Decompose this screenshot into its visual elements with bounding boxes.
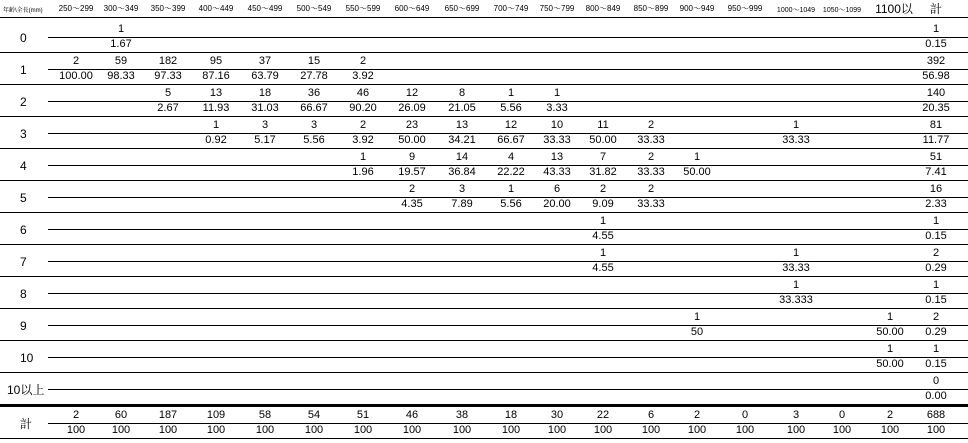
count-cell: 109 — [206, 409, 226, 421]
count-cell: 1 — [507, 183, 515, 195]
row-label: 4 — [20, 159, 27, 173]
row-mid-rule — [48, 293, 968, 294]
header-cell: 400～449 — [198, 4, 234, 13]
percent-cell: 0.29 — [925, 262, 947, 274]
count-cell: 1 — [792, 119, 800, 131]
row-rule — [0, 148, 968, 149]
header-cell: 500～549 — [296, 4, 332, 13]
count-cell: 51 — [929, 151, 943, 163]
percent-cell: 9.09 — [592, 198, 614, 210]
count-cell: 2 — [932, 311, 940, 323]
count-cell: 16 — [929, 183, 943, 195]
header-cell: 950～999 — [727, 4, 763, 13]
row-label: 10以上 — [7, 383, 45, 397]
percent-cell: 5.56 — [303, 134, 325, 146]
count-cell: 1 — [693, 151, 701, 163]
count-cell: 1 — [599, 215, 607, 227]
count-cell: 1 — [886, 343, 894, 355]
count-cell: 95 — [209, 55, 223, 67]
row-mid-rule — [48, 37, 968, 38]
percent-cell: 0.00 — [925, 390, 947, 402]
row-mid-rule — [48, 357, 968, 358]
row-label: 5 — [20, 191, 27, 205]
percent-cell: 100 — [255, 424, 275, 436]
total-separator — [0, 405, 968, 407]
percent-cell: 90.20 — [349, 102, 377, 114]
count-cell: 0 — [741, 409, 749, 421]
count-cell: 1 — [792, 279, 800, 291]
percent-cell: 100 — [786, 424, 806, 436]
count-cell: 3 — [458, 183, 466, 195]
count-cell: 1 — [117, 23, 125, 35]
percent-cell: 100 — [501, 424, 521, 436]
row-rule — [0, 244, 968, 245]
header-cell: 800～849 — [585, 4, 621, 13]
row-mid-rule — [48, 261, 968, 262]
row-mid-rule — [48, 389, 968, 390]
percent-cell: 7.89 — [451, 198, 473, 210]
percent-cell: 50.00 — [589, 134, 617, 146]
count-cell: 1 — [599, 247, 607, 259]
percent-cell: 0.15 — [925, 38, 947, 50]
percent-cell: 33.33 — [543, 134, 571, 146]
count-cell: 9 — [408, 151, 416, 163]
header-cell: 300～349 — [103, 4, 139, 13]
count-cell: 2 — [359, 55, 367, 67]
percent-cell: 34.21 — [448, 134, 476, 146]
row-rule — [0, 84, 968, 85]
header-cell: 750～799 — [539, 4, 575, 13]
header-cell: 350～399 — [150, 4, 186, 13]
header-cell: 650～699 — [444, 4, 480, 13]
header-cell: 1100以 — [875, 2, 913, 16]
row-mid-rule — [48, 165, 968, 166]
count-cell: 54 — [307, 409, 321, 421]
count-cell: 13 — [209, 87, 223, 99]
count-cell: 2 — [72, 409, 80, 421]
count-cell: 2 — [647, 119, 655, 131]
percent-cell: 100 — [547, 424, 567, 436]
percent-cell: 100 — [687, 424, 707, 436]
percent-cell: 4.35 — [401, 198, 423, 210]
count-cell: 3 — [261, 119, 269, 131]
percent-cell: 66.67 — [497, 134, 525, 146]
count-cell: 46 — [356, 87, 370, 99]
row-rule — [0, 438, 968, 439]
header-cell: 600～649 — [394, 4, 430, 13]
percent-cell: 33.33 — [782, 262, 810, 274]
count-cell: 8 — [458, 87, 466, 99]
count-cell: 58 — [258, 409, 272, 421]
percent-cell: 31.03 — [251, 102, 279, 114]
header-rule — [0, 17, 968, 18]
row-rule — [0, 372, 968, 373]
percent-cell: 31.82 — [589, 166, 617, 178]
row-rule — [0, 212, 968, 213]
percent-cell: 22.22 — [497, 166, 525, 178]
header-cell: 900～949 — [679, 4, 715, 13]
count-cell: 7 — [599, 151, 607, 163]
row-rule — [0, 116, 968, 117]
percent-cell: 3.92 — [352, 70, 374, 82]
percent-cell: 56.98 — [922, 70, 950, 82]
header-cell: 450～499 — [247, 4, 283, 13]
row-mid-rule — [48, 133, 968, 134]
row-rule — [0, 180, 968, 181]
percent-cell: 33.33 — [637, 198, 665, 210]
count-cell: 23 — [405, 119, 419, 131]
count-cell: 2 — [647, 183, 655, 195]
percent-cell: 33.333 — [779, 294, 813, 306]
percent-cell: 19.57 — [398, 166, 426, 178]
count-cell: 688 — [926, 409, 946, 421]
row-label: 0 — [20, 31, 27, 45]
header-cell: 550～599 — [345, 4, 381, 13]
count-cell: 37 — [258, 55, 272, 67]
percent-cell: 87.16 — [202, 70, 230, 82]
percent-cell: 98.33 — [107, 70, 135, 82]
count-cell: 22 — [596, 409, 610, 421]
percent-cell: 100 — [641, 424, 661, 436]
row-mid-rule — [48, 423, 968, 424]
percent-cell: 0.15 — [925, 294, 947, 306]
count-cell: 60 — [114, 409, 128, 421]
count-cell: 187 — [158, 409, 178, 421]
count-cell: 15 — [307, 55, 321, 67]
percent-cell: 100 — [353, 424, 373, 436]
row-rule — [0, 276, 968, 277]
percent-cell: 4.55 — [592, 230, 614, 242]
count-cell: 38 — [455, 409, 469, 421]
percent-cell: 97.33 — [154, 70, 182, 82]
count-cell: 12 — [504, 119, 518, 131]
count-cell: 18 — [258, 87, 272, 99]
percent-cell: 50.00 — [398, 134, 426, 146]
header-cell: 250～299 — [58, 4, 94, 13]
percent-cell: 1.96 — [352, 166, 374, 178]
percent-cell: 0.15 — [925, 358, 947, 370]
percent-cell: 100 — [66, 424, 86, 436]
percent-cell: 100 — [158, 424, 178, 436]
row-mid-rule — [48, 325, 968, 326]
percent-cell: 100 — [832, 424, 852, 436]
percent-cell: 100 — [880, 424, 900, 436]
row-label: 6 — [20, 223, 27, 237]
count-cell: 5 — [164, 87, 172, 99]
count-cell: 10 — [550, 119, 564, 131]
count-cell: 1 — [932, 23, 940, 35]
percent-cell: 50.00 — [876, 358, 904, 370]
percent-cell: 0.15 — [925, 230, 947, 242]
percent-cell: 2.33 — [925, 198, 947, 210]
header-cell: 700～749 — [493, 4, 529, 13]
count-cell: 30 — [550, 409, 564, 421]
count-cell: 1 — [212, 119, 220, 131]
count-cell: 2 — [72, 55, 80, 67]
count-cell: 1 — [932, 215, 940, 227]
count-cell: 2 — [599, 183, 607, 195]
count-cell: 13 — [550, 151, 564, 163]
count-cell: 1 — [792, 247, 800, 259]
percent-cell: 100 — [111, 424, 131, 436]
count-cell: 3 — [792, 409, 800, 421]
percent-cell: 2.67 — [157, 102, 179, 114]
count-cell: 140 — [926, 87, 946, 99]
count-cell: 6 — [553, 183, 561, 195]
percent-cell: 66.67 — [300, 102, 328, 114]
percent-cell: 50.00 — [683, 166, 711, 178]
percent-cell: 100 — [926, 424, 946, 436]
count-cell: 2 — [886, 409, 894, 421]
row-rule — [0, 52, 968, 53]
row-mid-rule — [48, 101, 968, 102]
row-label: 2 — [20, 95, 27, 109]
percent-cell: 1.67 — [110, 38, 132, 50]
count-cell: 2 — [359, 119, 367, 131]
row-label: 8 — [20, 287, 27, 301]
percent-cell: 5.17 — [254, 134, 276, 146]
count-cell: 1 — [693, 311, 701, 323]
percent-cell: 33.33 — [637, 134, 665, 146]
count-cell: 4 — [507, 151, 515, 163]
count-cell: 12 — [405, 87, 419, 99]
count-cell: 51 — [356, 409, 370, 421]
count-cell: 182 — [158, 55, 178, 67]
percent-cell: 3.92 — [352, 134, 374, 146]
row-mid-rule — [48, 229, 968, 230]
corner-label: 年齢\全長(mm) — [3, 8, 43, 14]
percent-cell: 3.33 — [546, 102, 568, 114]
count-cell: 13 — [455, 119, 469, 131]
percent-cell: 50.00 — [876, 326, 904, 338]
header-cell: 1000～1049 — [776, 7, 816, 14]
percent-cell: 33.33 — [637, 166, 665, 178]
percent-cell: 26.09 — [398, 102, 426, 114]
percent-cell: 11.77 — [922, 134, 950, 146]
percent-cell: 21.05 — [448, 102, 476, 114]
row-label: 3 — [20, 127, 27, 141]
row-label: 1 — [20, 63, 27, 77]
count-cell: 18 — [504, 409, 518, 421]
count-cell: 14 — [455, 151, 469, 163]
count-cell: 1 — [359, 151, 367, 163]
count-cell: 1 — [507, 87, 515, 99]
count-cell: 1 — [932, 343, 940, 355]
row-label: 7 — [20, 255, 27, 269]
percent-cell: 5.56 — [500, 102, 522, 114]
count-cell: 2 — [932, 247, 940, 259]
percent-cell: 100 — [735, 424, 755, 436]
count-cell: 46 — [405, 409, 419, 421]
percent-cell: 36.84 — [448, 166, 476, 178]
percent-cell: 20.00 — [543, 198, 571, 210]
percent-cell: 50 — [690, 326, 704, 338]
count-cell: 0 — [932, 375, 940, 387]
header-cell: 計 — [929, 2, 943, 16]
count-cell: 59 — [114, 55, 128, 67]
count-cell: 2 — [408, 183, 416, 195]
count-cell: 1 — [886, 311, 894, 323]
percent-cell: 11.93 — [202, 102, 230, 114]
percent-cell: 5.56 — [500, 198, 522, 210]
percent-cell: 43.33 — [543, 166, 571, 178]
row-label: 9 — [20, 319, 27, 333]
percent-cell: 4.55 — [592, 262, 614, 274]
percent-cell: 7.41 — [925, 166, 947, 178]
percent-cell: 0.29 — [925, 326, 947, 338]
count-cell: 81 — [929, 119, 943, 131]
percent-cell: 33.33 — [782, 134, 810, 146]
row-label: 10 — [20, 351, 34, 365]
count-cell: 1 — [553, 87, 561, 99]
count-cell: 3 — [310, 119, 318, 131]
percent-cell: 100 — [206, 424, 226, 436]
row-mid-rule — [48, 69, 968, 70]
row-label: 計 — [20, 417, 33, 431]
row-rule — [0, 308, 968, 309]
count-cell: 6 — [647, 409, 655, 421]
header-cell: 1050～1099 — [822, 7, 862, 14]
header-cell: 850～899 — [633, 4, 669, 13]
count-cell: 2 — [647, 151, 655, 163]
count-cell: 2 — [693, 409, 701, 421]
percent-cell: 63.79 — [251, 70, 279, 82]
percent-cell: 100 — [402, 424, 422, 436]
count-cell: 11 — [597, 119, 609, 131]
count-cell: 1 — [932, 279, 940, 291]
percent-cell: 20.35 — [922, 102, 950, 114]
count-cell: 392 — [926, 55, 946, 67]
percent-cell: 100 — [452, 424, 472, 436]
row-mid-rule — [48, 197, 968, 198]
count-cell: 0 — [838, 409, 846, 421]
percent-cell: 0.92 — [205, 134, 227, 146]
percent-cell: 27.78 — [300, 70, 328, 82]
row-rule — [0, 340, 968, 341]
percent-cell: 100 — [304, 424, 324, 436]
percent-cell: 100.00 — [59, 70, 93, 82]
count-cell: 36 — [307, 87, 321, 99]
percent-cell: 100 — [593, 424, 613, 436]
